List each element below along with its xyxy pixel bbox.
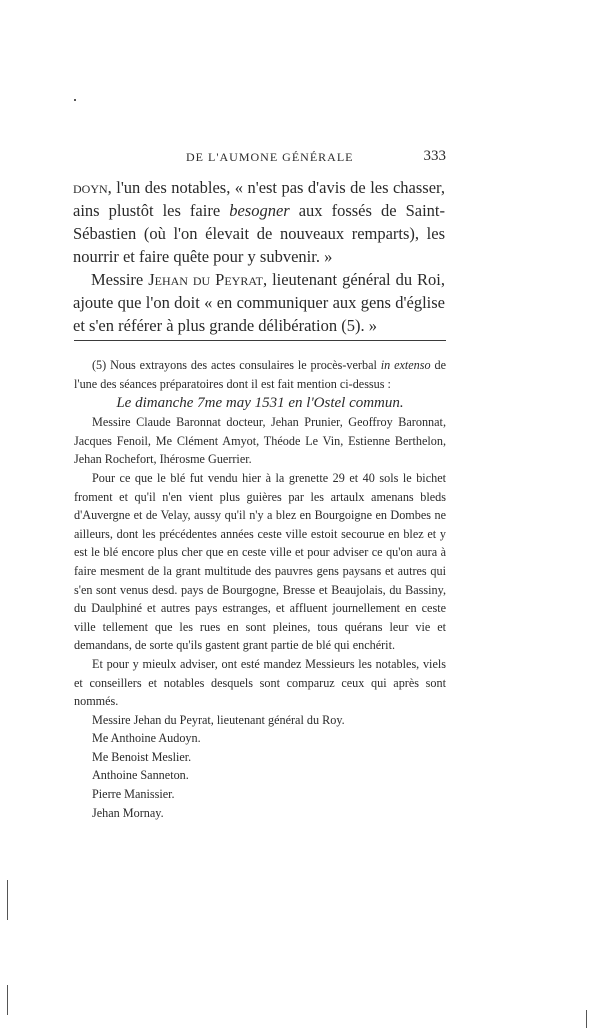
footnote-paragraph-3: Et pour y mieulx adviser, ont esté mandez Messieurs les notables, viels et conseillers et notables desquels sont comparuz ceux qui après sont nommés. xyxy=(74,656,446,709)
scan-edge-mark xyxy=(7,985,8,1015)
paragraph-text: aux fossés de Saint-Sébastien (où l'on élevait de nouveaux remparts), les nourrir et faire quête pour y subvenir. » xyxy=(73,201,445,266)
footnote-intro xyxy=(74,356,446,393)
footnote-text: (5) Nous extrayons des actes consulaires le procès-verbal xyxy=(92,358,381,372)
list-item: Me Anthoine Audoyn. xyxy=(92,731,201,746)
footnote xyxy=(74,356,446,822)
scan-edge-mark xyxy=(7,880,8,920)
page-number: 333 xyxy=(423,148,446,164)
paragraph-text: Messire xyxy=(91,270,149,289)
list-item: Anthoine Sanneton. xyxy=(92,768,189,783)
list-item: Pierre Manissier. xyxy=(92,787,175,802)
paragraph-text: , lieutenant général du Roi, ajoute que l'on doit « en communiquer aux gens d'église et s'en référer à plus grande délibération (5). » xyxy=(73,270,445,335)
scan-edge-mark xyxy=(586,1010,587,1028)
list-item: Me Benoist Meslier. xyxy=(92,749,192,764)
italic-word: besogner xyxy=(229,201,290,220)
main-text xyxy=(73,176,445,337)
main-paragraph-2 xyxy=(73,268,445,337)
footnote-text: de l'une des séances préparatoires dont il est fait mention ci-dessus : xyxy=(74,358,446,391)
running-title: DE L'AUMONE GÉNÉRALE xyxy=(186,150,354,164)
speaker-name: Jehan du Peyrat xyxy=(148,270,263,289)
footnote-date-heading: Le dimanche 7me may 1531 en l'Ostel commun. xyxy=(116,395,404,412)
speaker-name: doyn xyxy=(73,178,108,197)
names-list xyxy=(74,711,446,823)
footnote-paragraph-1: Messire Claude Baronnat docteur, Jehan Prunier, Geoffroy Baronnat, Jacques Fenoil, Me Clément Amyot, Théode Le Vin, Estienne Berthelon, Jehan Rochefort, Ihérosme Guerrier. xyxy=(74,415,446,467)
running-head xyxy=(186,148,446,168)
list-item: Jehan Mornay. xyxy=(92,805,164,820)
italic-phrase: in extenso xyxy=(380,358,431,372)
paragraph-text: , l'un des notables, « n'est pas d'avis de les chasser, ains plustôt les faire xyxy=(73,178,445,220)
footnote-rule xyxy=(74,340,446,341)
scan-speck xyxy=(74,99,76,101)
list-item: Messire Jehan du Peyrat, lieutenant général du Roy. xyxy=(92,712,345,727)
footnote-paragraph-2: Pour ce que le blé fut vendu hier à la grenette 29 et 40 sols le bichet froment et qu'il n'en vient plus guières par les artaulx amenans bleds d'Auvergne et de Velay, aussy qu'il n'y a blez en Bourgoigne en Dombes ne ailleurs, dont les précédentes années ceste ville estoit secourue en blez et y est le blé encore plus cher que en ceste ville et pour adviser ce qu'on aura à faire mesment de la grant multitude des pauvres gens paysans et autres qui s'en sont venus desd. pays de Bourgogne, Bresse et Beaujolais, du Bassiny, du Daulphiné et autres pays estranges, et affluent journellement en ceste ville tellement que les rues en sont pleines, tous quérans leur vie et demandans, de sorte qu'ils gastent grant partie de blé qui enchérit. xyxy=(74,470,446,653)
main-paragraph-1 xyxy=(73,176,445,268)
